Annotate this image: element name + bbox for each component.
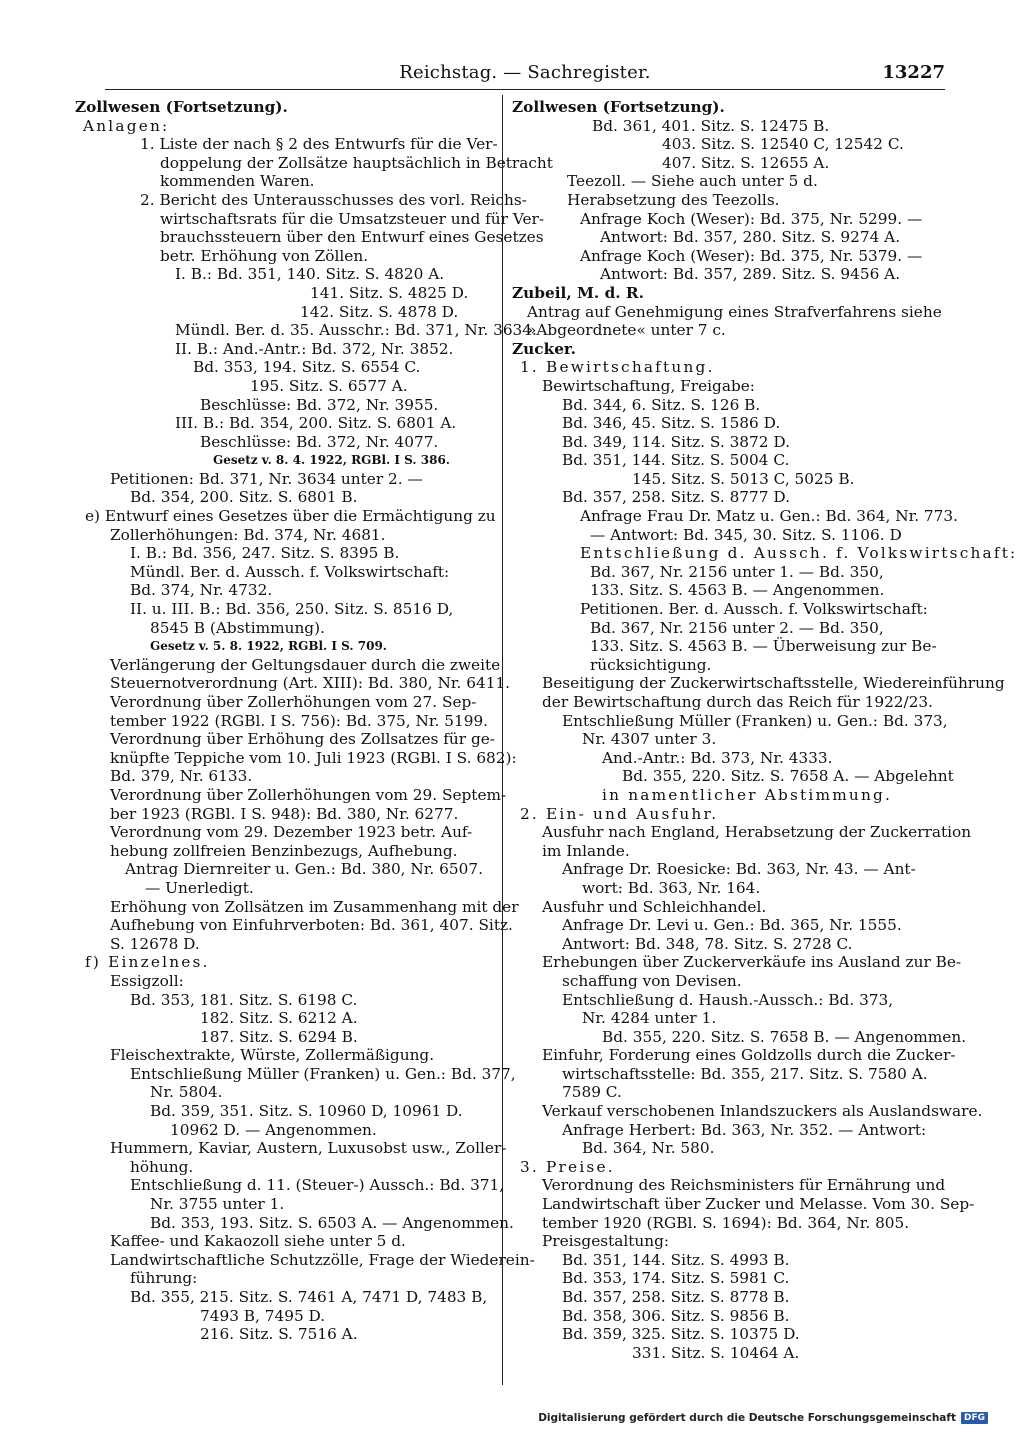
left-entry-line: Mündl. Ber. d. Aussch. f. Volkswirtschaft: xyxy=(130,562,450,581)
left-entry-line: Bd. 374, Nr. 4732. xyxy=(130,581,273,600)
right-entry-line: Bd. 353, 174. Sitz. S. 5981 C. xyxy=(562,1269,790,1288)
right-entry-line: Preisgestaltung: xyxy=(542,1232,670,1251)
left-entry-line: — Unerledigt. xyxy=(145,878,254,897)
left-entry-line: 1. Liste der nach § 2 des Entwurfs für die Ver- xyxy=(140,135,498,154)
right-entry-line: 2. Ein- und Ausfuhr. xyxy=(520,804,719,823)
left-entry-line: Bd. 379, Nr. 6133. xyxy=(110,767,253,786)
right-entry-line: Herabsetzung des Teezolls. xyxy=(567,190,780,209)
right-entry-line: Bd. 349, 114. Sitz. S. 3872 D. xyxy=(562,432,790,451)
right-entry-line: Antwort: Bd. 357, 289. Sitz. S. 9456 A. xyxy=(600,265,901,284)
left-entry-line: doppelung der Zollsätze hauptsächlich in Betracht xyxy=(160,153,553,172)
right-entry-line: Anfrage Koch (Weser): Bd. 375, Nr. 5379. — xyxy=(580,246,923,265)
left-entry-line: e) Entwurf eines Gesetzes über die Ermächtigung zu xyxy=(85,507,496,526)
right-entry-line: Bd. 355, 220. Sitz. S. 7658 A. — Abgelehnt xyxy=(622,767,954,786)
right-column xyxy=(512,98,1017,1362)
left-entry-line: Kaffee- und Kakaozoll siehe unter 5 d. xyxy=(110,1232,406,1251)
right-entry-line: Teezoll. — Siehe auch unter 5 d. xyxy=(567,172,818,191)
right-entry-line: 3. Preise. xyxy=(520,1157,615,1176)
right-entry-line: Beseitigung der Zuckerwirtschaftsstelle, Wiedereinführung xyxy=(542,674,1005,693)
left-entry-line: I. B.: Bd. 356, 247. Sitz. S. 8395 B. xyxy=(130,544,400,563)
left-entry-line: Erhöhung von Zollsätzen im Zusammenhang mit der xyxy=(110,897,519,916)
page-number: 13227 xyxy=(882,62,945,83)
right-entry-line: Entschließung d. Haush.-Aussch.: Bd. 373, xyxy=(562,990,894,1009)
right-entry-line: Verordnung des Reichsministers für Ernährung und xyxy=(542,1176,946,1195)
right-entry-line: Antwort: Bd. 357, 280. Sitz. S. 9274 A. xyxy=(600,228,901,247)
left-entry-line: Aufhebung von Einfuhrverboten: Bd. 361, 407. Sitz. xyxy=(110,916,513,935)
left-entry-line: S. 12678 D. xyxy=(110,934,200,953)
left-entry-line: f) Einzelnes. xyxy=(85,953,210,972)
left-entry-line: knüpfte Teppiche vom 10. Juli 1923 (RGBl. I S. 682): xyxy=(110,748,517,767)
right-entry-line: Zucker. xyxy=(512,339,576,358)
left-entry-line: Essigzoll: xyxy=(110,971,184,990)
right-entry-line: Bd. 351, 144. Sitz. S. 5004 C. xyxy=(562,451,790,470)
left-entry-line: brauchssteuern über den Entwurf eines Gesetzes xyxy=(160,228,544,247)
right-entry-line: schaffung von Devisen. xyxy=(562,971,742,990)
left-entry-line: führung: xyxy=(130,1269,198,1288)
right-entry-line: Verkauf verschobenen Inlandszuckers als Auslandsware. xyxy=(542,1102,983,1121)
left-entry-line: Verordnung über Zollerhöhungen vom 27. Sep- xyxy=(110,693,477,711)
left-entry-line: Nr. 5804. xyxy=(150,1083,223,1102)
right-entry-line: Bd. 346, 45. Sitz. S. 1586 D. xyxy=(562,414,781,433)
right-entry-line: Landwirtschaft über Zucker und Melasse. Vom 30. Sep- xyxy=(542,1195,975,1214)
left-entry-line: II. B.: And.-Antr.: Bd. 372, Nr. 3852. xyxy=(175,339,454,358)
left-entry-line: 2. Bericht des Unterausschusses des vorl. Reichs- xyxy=(140,190,527,209)
left-entry-line: ber 1923 (RGBl. I S. 948): Bd. 380, Nr. 6277. xyxy=(110,804,459,823)
page-title: Reichstag. — Sachregister. xyxy=(399,62,651,83)
right-entry-line: Bd. 359, 325. Sitz. S. 10375 D. xyxy=(562,1325,800,1344)
left-entry-line: Landwirtschaftliche Schutzzölle, Frage der Wiederein- xyxy=(110,1250,535,1269)
left-entry-line: Entschließung d. 11. (Steuer-) Aussch.: Bd. 371, xyxy=(130,1176,505,1195)
left-entry-line: Verordnung über Zollerhöhungen vom 29. Septem- xyxy=(110,785,507,804)
left-entry-line: Anlagen: xyxy=(83,116,170,135)
right-entry-line: Ausfuhr und Schleichhandel. xyxy=(542,897,767,916)
left-entry-line: Gesetz v. 5. 8. 1922, RGBl. I S. 709. xyxy=(150,639,387,654)
right-entry-line: Anfrage Herbert: Bd. 363, Nr. 352. — Antwort: xyxy=(562,1120,927,1139)
right-entry-line: 407. Sitz. S. 12655 A. xyxy=(662,153,830,172)
left-entry-line: Fleischextrakte, Würste, Zollermäßigung. xyxy=(110,1046,435,1065)
left-entry-line: Nr. 3755 unter 1. xyxy=(150,1195,285,1214)
right-entry-line: Petitionen. Ber. d. Aussch. f. Volkswirtschaft: xyxy=(580,600,928,619)
footer-text: Digitalisierung gefördert durch die Deutsche Forschungsgemeinschaft xyxy=(538,1412,956,1424)
right-entry-line: — Antwort: Bd. 345, 30. Sitz. S. 1106. D xyxy=(590,525,902,544)
right-entry-line: rücksichtigung. xyxy=(590,655,712,674)
right-entry-line: Zollwesen (Fortsetzung). xyxy=(512,98,725,116)
left-entry-line: I. B.: Bd. 351, 140. Sitz. S. 4820 A. xyxy=(175,265,445,284)
right-entry-line: 7589 C. xyxy=(562,1083,622,1102)
left-entry-line: 142. Sitz. S. 4878 D. xyxy=(300,302,459,321)
right-entry-line: Bd. 364, Nr. 580. xyxy=(582,1139,715,1158)
right-entry-line: 403. Sitz. S. 12540 C, 12542 C. xyxy=(662,135,904,154)
right-entry-line: Nr. 4307 unter 3. xyxy=(582,730,717,749)
header-rule xyxy=(105,89,945,90)
right-entry-line: Entschließung Müller (Franken) u. Gen.: Bd. 373, xyxy=(562,711,948,730)
left-entry-line: Mündl. Ber. d. 35. Ausschr.: Bd. 371, Nr. 3634. xyxy=(175,321,537,340)
right-entry-line: Anfrage Dr. Levi u. Gen.: Bd. 365, Nr. 1555. xyxy=(562,916,902,935)
left-entry-line: tember 1922 (RGBl. I S. 756): Bd. 375, Nr. 5199. xyxy=(110,711,489,730)
right-entry-line: And.-Antr.: Bd. 373, Nr. 4333. xyxy=(602,748,833,767)
right-entry-line: 133. Sitz. S. 4563 B. — Angenommen. xyxy=(590,581,885,600)
right-entry-line: der Bewirtschaftung durch das Reich für 1922/23. xyxy=(542,693,934,711)
page-header xyxy=(105,60,945,88)
right-entry-line: 331. Sitz. S. 10464 A. xyxy=(632,1343,800,1362)
right-entry-line: 145. Sitz. S. 5013 C, 5025 B. xyxy=(632,469,855,488)
left-entry-line: 195. Sitz. S. 6577 A. xyxy=(250,376,408,395)
left-entry-line: Zollerhöhungen: Bd. 374, Nr. 4681. xyxy=(110,525,386,544)
right-entry-line: Entschließung d. Aussch. f. Volkswirtschaft: xyxy=(580,544,1017,563)
left-entry-line: II. u. III. B.: Bd. 356, 250. Sitz. S. 8516 D, xyxy=(130,600,454,619)
right-entry-line: Bd. 344, 6. Sitz. S. 126 B. xyxy=(562,395,761,414)
right-entry-line: Einfuhr, Forderung eines Goldzolls durch die Zucker- xyxy=(542,1046,956,1065)
right-entry-line: Bd. 357, 258. Sitz. S. 8778 B. xyxy=(562,1288,790,1306)
right-entry-line: Bd. 357, 258. Sitz. S. 8777 D. xyxy=(562,488,790,507)
right-entry-line: Bd. 351, 144. Sitz. S. 4993 B. xyxy=(562,1250,790,1269)
left-entry-line: höhung. xyxy=(130,1157,194,1176)
left-entry-line: Verordnung über Erhöhung des Zollsatzes für ge- xyxy=(110,730,495,749)
right-entry-line: Erhebungen über Zuckerverkäufe ins Ausland zur Be- xyxy=(542,953,962,972)
left-entry-line: 141. Sitz. S. 4825 D. xyxy=(310,283,469,302)
right-entry-line: Nr. 4284 unter 1. xyxy=(582,1009,717,1028)
left-entry-line: 187. Sitz. S. 6294 B. xyxy=(200,1027,358,1046)
left-entry-line: Bd. 353, 194. Sitz. S. 6554 C. xyxy=(193,358,421,377)
left-entry-line: Bd. 353, 193. Sitz. S. 6503 A. — Angenommen. xyxy=(150,1213,514,1232)
left-entry-line: hebung zollfreien Benzinbezugs, Aufhebung. xyxy=(110,841,458,860)
right-entry-line: Bd. 367, Nr. 2156 unter 2. — Bd. 350, xyxy=(590,618,884,637)
right-entry-line: wirtschaftsstelle: Bd. 355, 217. Sitz. S. 7580 A. xyxy=(562,1064,928,1083)
left-entry-line: betr. Erhöhung von Zöllen. xyxy=(160,246,369,265)
left-entry-line: Petitionen: Bd. 371, Nr. 3634 unter 2. — xyxy=(110,469,423,488)
left-entry-line: Entschließung Müller (Franken) u. Gen.: Bd. 377, xyxy=(130,1064,516,1083)
left-entry-line: Gesetz v. 8. 4. 1922, RGBl. I S. 386. xyxy=(213,453,450,468)
right-entry-line: Anfrage Koch (Weser): Bd. 375, Nr. 5299. — xyxy=(580,209,923,228)
right-entry-line: »Abgeordnete« unter 7 c. xyxy=(527,321,726,340)
right-entry-line: 133. Sitz. S. 4563 B. — Überweisung zur Be- xyxy=(590,637,937,656)
left-entry-line: Verordnung vom 29. Dezember 1923 betr. Auf- xyxy=(110,823,473,842)
right-entry-line: Anfrage Dr. Roesicke: Bd. 363, Nr. 43. — Ant- xyxy=(562,860,916,879)
left-entry-line: III. B.: Bd. 354, 200. Sitz. S. 6801 A. xyxy=(175,414,457,433)
right-entry-line: 1. Bewirtschaftung. xyxy=(520,358,715,377)
left-entry-line: 8545 B (Abstimmung). xyxy=(150,618,325,637)
right-entry-line: Antwort: Bd. 348, 78. Sitz. S. 2728 C. xyxy=(562,934,853,953)
right-entry-line: Anfrage Frau Dr. Matz u. Gen.: Bd. 364, Nr. 773. xyxy=(580,507,958,526)
right-entry-line: Bewirtschaftung, Freigabe: xyxy=(542,376,755,395)
left-entry-line: 182. Sitz. S. 6212 A. xyxy=(200,1009,358,1028)
left-entry-line: Bd. 359, 351. Sitz. S. 10960 D, 10961 D. xyxy=(150,1102,463,1121)
left-entry-line: 216. Sitz. S. 7516 A. xyxy=(200,1325,358,1344)
left-entry-line: Bd. 355, 215. Sitz. S. 7461 A, 7471 D, 7483 B, xyxy=(130,1288,488,1306)
left-entry-line: Verlängerung der Geltungsdauer durch die zweite xyxy=(110,655,501,674)
right-entry-line: Bd. 367, Nr. 2156 unter 1. — Bd. 350, xyxy=(590,562,884,581)
left-entry-line: 10962 D. — Angenommen. xyxy=(170,1120,377,1139)
left-entry-line: Antrag Diernreiter u. Gen.: Bd. 380, Nr. 6507. xyxy=(125,860,483,879)
left-entry-line: Hummern, Kaviar, Austern, Luxusobst usw., Zoller- xyxy=(110,1139,507,1158)
left-entry-line: 7493 B, 7495 D. xyxy=(200,1306,326,1325)
right-entry-line: im Inlande. xyxy=(542,841,630,860)
left-entry-line: kommenden Waren. xyxy=(160,172,315,191)
right-entry-line: Antrag auf Genehmigung eines Strafverfahrens siehe xyxy=(527,302,942,321)
left-entry-line: Steuernotverordnung (Art. XIII): Bd. 380, Nr. 6411. xyxy=(110,674,511,693)
right-entry-line: in namentlicher Abstimmung. xyxy=(602,785,893,804)
left-entry-line: Zollwesen (Fortsetzung). xyxy=(75,98,288,116)
right-entry-line: wort: Bd. 363, Nr. 164. xyxy=(582,878,761,897)
right-entry-line: Bd. 358, 306. Sitz. S. 9856 B. xyxy=(562,1306,790,1325)
right-entry-line: tember 1920 (RGBl. S. 1694): Bd. 364, Nr. 805. xyxy=(542,1213,910,1232)
right-entry-line: Zubeil, M. d. R. xyxy=(512,283,644,302)
right-entry-line: Bd. 361, 401. Sitz. S. 12475 B. xyxy=(592,116,830,135)
left-entry-line: Beschlüsse: Bd. 372, Nr. 4077. xyxy=(200,432,439,451)
dfg-logo-icon: DFG xyxy=(961,1412,988,1424)
left-entry-line: Beschlüsse: Bd. 372, Nr. 3955. xyxy=(200,395,439,414)
left-entry-line: Bd. 353, 181. Sitz. S. 6198 C. xyxy=(130,990,358,1009)
footer xyxy=(538,1412,988,1424)
right-entry-line: Bd. 355, 220. Sitz. S. 7658 B. — Angenommen. xyxy=(602,1027,967,1046)
left-entry-line: Bd. 354, 200. Sitz. S. 6801 B. xyxy=(130,488,358,507)
left-entry-line: wirtschaftsrats für die Umsatzsteuer und für Ver- xyxy=(160,209,544,228)
right-entry-line: Ausfuhr nach England, Herabsetzung der Zuckerration xyxy=(542,823,972,842)
